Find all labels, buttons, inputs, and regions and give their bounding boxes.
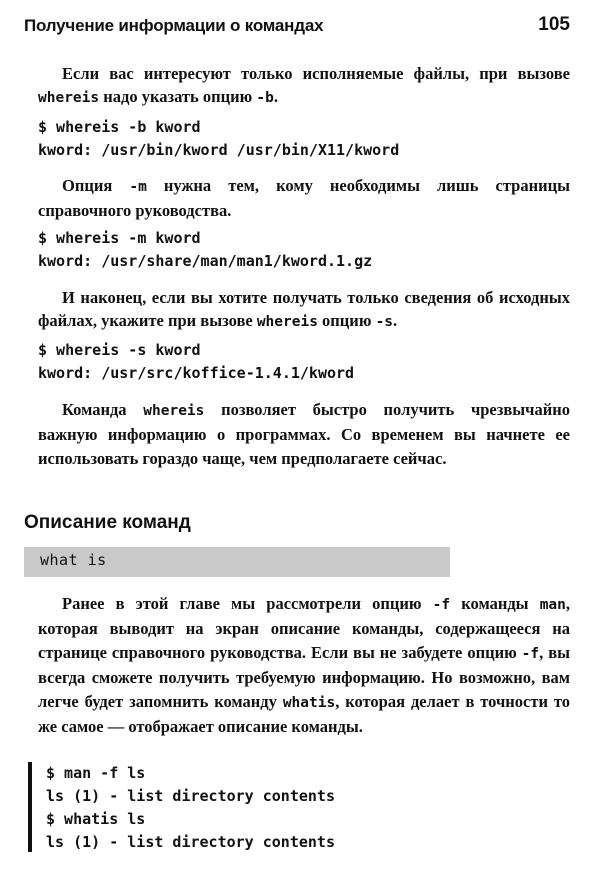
inline-code: man xyxy=(539,597,566,613)
inline-code: whereis xyxy=(143,403,205,419)
command-banner-text: what is xyxy=(40,551,107,569)
code-block-b xyxy=(38,116,578,163)
code-line: $ whereis -m kword xyxy=(38,229,201,247)
code-line: ls (1) - list directory contents xyxy=(46,787,335,805)
chapter-title: Получение информации о командах xyxy=(24,16,324,35)
command-banner xyxy=(24,547,450,577)
text: . xyxy=(273,87,278,107)
code-lines xyxy=(46,762,335,854)
running-header xyxy=(24,10,576,40)
code-line: kword: /usr/bin/kword /usr/bin/X11/kword xyxy=(38,141,400,160)
paragraph-executables xyxy=(38,62,570,111)
text: надо указать опцию xyxy=(99,87,257,107)
text: команды xyxy=(450,594,540,613)
paragraph-whereis-summary xyxy=(38,398,570,470)
text: , вы всегда сможете получить требуемую информацию. Но возможно, вам легче будет запомнить команду xyxy=(38,642,570,711)
inline-code: -m xyxy=(129,179,147,195)
code-line: $ whereis -s kword xyxy=(38,341,201,359)
paragraph-whatis xyxy=(38,592,570,738)
text: Команда xyxy=(62,400,144,419)
code-line: ls (1) - list directory contents xyxy=(46,833,335,851)
code-line: $ whereis -b kword xyxy=(38,118,201,136)
text: , которая делает в точности то же самое — отображает описание команды. xyxy=(38,691,570,737)
section-heading: Описание команд xyxy=(24,512,191,533)
code-block-whatis xyxy=(28,762,568,852)
code-margin-bar xyxy=(28,762,32,852)
inline-code: -s xyxy=(375,314,394,331)
code-line: $ whatis ls xyxy=(46,810,146,828)
text: Ранее в этой главе мы рассмотрели опцию xyxy=(62,594,433,613)
inline-code: -f xyxy=(432,597,451,613)
text: . xyxy=(393,311,398,331)
code-line: kword: /usr/share/man/man1/kword.1.gz xyxy=(38,252,373,271)
text: позволяет быстро получить чрезвычайно важную информацию о программах. Со временем вы начнете ее использовать гораздо чаще, чем предполагаете сейчас. xyxy=(38,400,570,468)
code-block-m xyxy=(38,227,578,274)
text: нужна тем, кому необходимы лишь страницы справочного руководства. xyxy=(38,176,570,221)
text: , которая выводит на экран описание команды, содержащееся на странице справочного руководства. Если вы не забудете опцию xyxy=(38,594,571,662)
text: И наконец, если вы хотите получать только сведения об исходных файлах, укажите при вызове xyxy=(38,288,570,331)
inline-code: whereis xyxy=(38,90,100,107)
code-line: $ man -f ls xyxy=(46,764,146,782)
inline-code: whereis xyxy=(256,314,318,331)
paragraph-sources xyxy=(38,286,570,335)
code-block-s xyxy=(38,339,578,386)
text: Если вас интересуют только исполняемые файлы, при вызове xyxy=(62,64,570,83)
inline-code: whatis xyxy=(282,694,336,711)
paragraph-man-pages xyxy=(38,174,570,223)
code-line: kword: /usr/src/koffice-1.4.1/kword xyxy=(38,364,355,383)
text: Опция xyxy=(62,176,130,195)
text: опцию xyxy=(317,311,376,331)
inline-code: -f xyxy=(521,645,540,662)
inline-code: -b xyxy=(256,90,274,107)
page-number: 105 xyxy=(538,14,570,35)
